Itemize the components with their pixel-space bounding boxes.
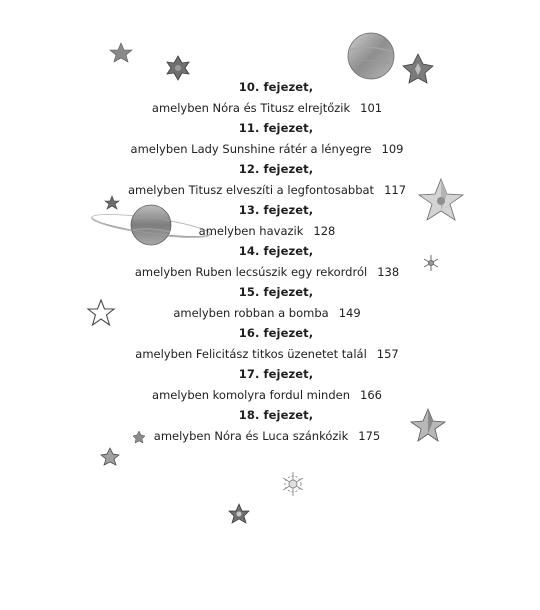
chapter-heading: 18. fejezet, (238, 408, 314, 422)
chapter-description-line (0, 224, 537, 239)
chapter-description-line (0, 306, 537, 321)
chapter-description: amelyben komolyra fordul minden (152, 388, 351, 402)
chapter-description: amelyben Nóra és Luca szánkózik (153, 429, 349, 443)
chapter-description: amelyben Nóra és Titusz elrejtőzik (151, 101, 351, 115)
chapter-heading: 14. fejezet, (238, 244, 314, 258)
chapter-description-line (0, 347, 537, 362)
toc-entry (0, 203, 540, 239)
page-number: 109 (381, 142, 404, 156)
chapter-description: amelyben Felicitász titkos üzenetet talál (135, 347, 367, 361)
chapter-description: amelyben Ruben lecsúszik egy rekordról (134, 265, 368, 279)
chapter-heading: 17. fejezet, (238, 367, 314, 381)
page-number: 175 (358, 429, 381, 443)
page-number: 101 (360, 101, 383, 115)
chapter-description-line (0, 142, 537, 157)
chapter-description-line (0, 429, 537, 444)
chapter-description: amelyben havazik (198, 224, 304, 238)
page-number: 166 (360, 388, 382, 402)
chapter-description-line (0, 183, 537, 198)
chapter-description-line (0, 101, 537, 116)
page-number: 138 (377, 265, 400, 279)
toc-entry (0, 244, 540, 280)
toc-entry (0, 326, 540, 362)
chapter-heading: 15. fejezet, (238, 285, 314, 299)
chapter-description: amelyben robban a bomba (173, 306, 329, 320)
chapter-description: amelyben Titusz elveszíti a legfontosabbat (127, 183, 375, 197)
page-number: 157 (376, 347, 399, 361)
chapter-heading: 12. fejezet, (238, 162, 314, 176)
chapter-description-line (0, 265, 537, 280)
toc-entry (0, 367, 540, 403)
toc-entry (0, 80, 540, 116)
toc-entry (0, 285, 540, 321)
chapter-heading: 16. fejezet, (238, 326, 314, 340)
chapter-heading: 13. fejezet, (238, 203, 314, 217)
toc-entry (0, 408, 540, 444)
chapter-description: amelyben Lady Sunshine rátér a lényegre (130, 142, 372, 156)
chapter-heading: 11. fejezet, (238, 121, 314, 135)
page-number: 128 (313, 224, 336, 238)
toc-entry (0, 162, 540, 198)
page-number: 149 (338, 306, 361, 320)
page-number: 117 (384, 183, 407, 197)
toc-entry (0, 121, 540, 157)
chapter-description-line (0, 388, 537, 403)
chapter-heading: 10. fejezet, (238, 80, 314, 94)
